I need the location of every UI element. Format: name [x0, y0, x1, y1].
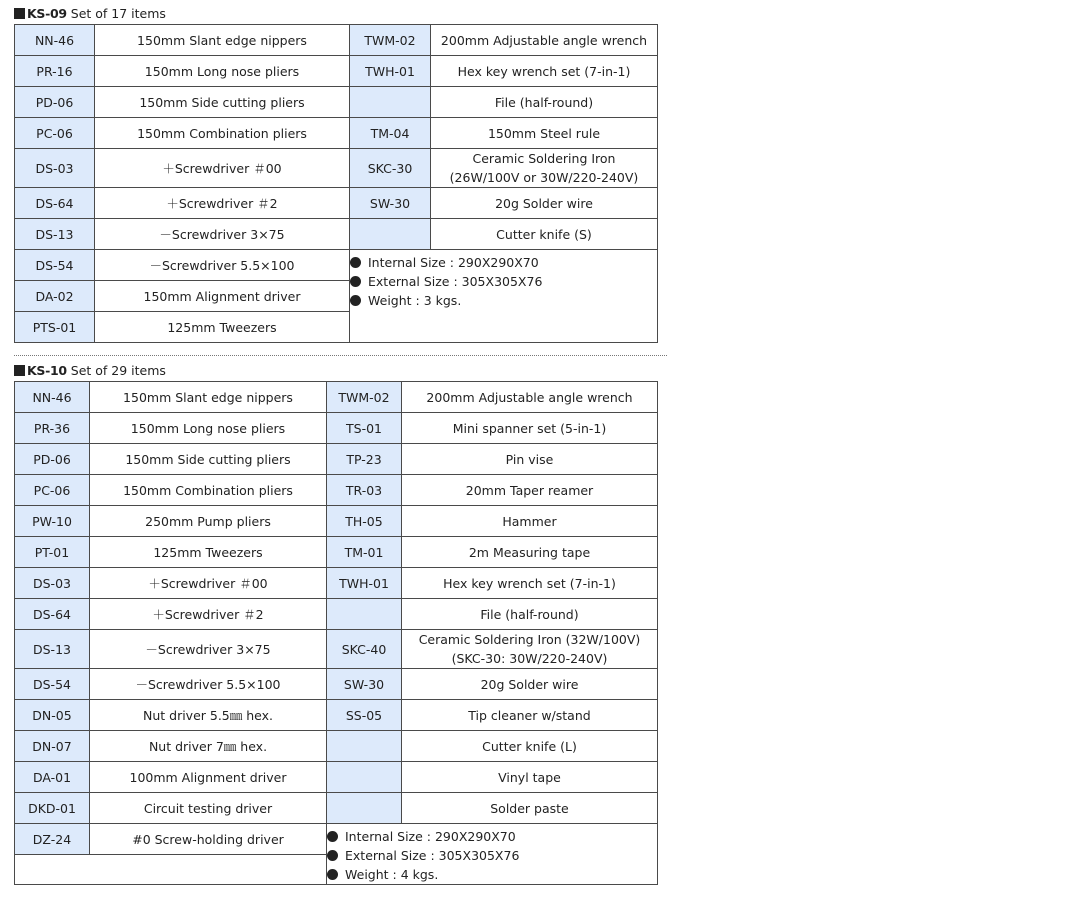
item-code: DS-13 — [15, 219, 95, 250]
item-code: PD-06 — [15, 444, 90, 475]
item-name: Cutter knife (S) — [431, 219, 658, 250]
bullet-icon — [350, 257, 361, 268]
item-name: 150mm Slant edge nippers — [90, 382, 327, 413]
kit-code: KS-10 — [27, 363, 67, 378]
item-name: Solder paste — [402, 793, 658, 824]
item-name: 150mm Side cutting pliers — [95, 87, 350, 118]
spec-weight: Weight : 3 kgs. — [350, 291, 657, 310]
item-name: 150mm Steel rule — [431, 118, 658, 149]
item-code: TM-01 — [327, 537, 402, 568]
item-code — [327, 599, 402, 630]
item-code: PTS-01 — [15, 312, 95, 343]
empty-cell — [15, 855, 327, 885]
section-divider — [14, 355, 667, 356]
table-row — [15, 824, 658, 855]
table-row — [15, 568, 658, 599]
item-code: NN-46 — [15, 25, 95, 56]
item-name: File (half-round) — [402, 599, 658, 630]
table-row — [15, 762, 658, 793]
item-name: 150mm Long nose pliers — [90, 413, 327, 444]
item-name: 250mm Pump pliers — [90, 506, 327, 537]
table-row — [15, 118, 658, 149]
item-code: TM-04 — [350, 118, 431, 149]
kit-table-ks09 — [14, 24, 658, 343]
bullet-icon — [327, 850, 338, 861]
item-name: #0 Screw-holding driver — [90, 824, 327, 855]
item-name: －Screwdriver 3×75 — [90, 630, 327, 669]
item-code: SS-05 — [327, 700, 402, 731]
kit-heading-ks10 — [14, 363, 166, 379]
table-row — [15, 793, 658, 824]
item-code: TWH-01 — [327, 568, 402, 599]
item-name: 150mm Long nose pliers — [95, 56, 350, 87]
item-code: NN-46 — [15, 382, 90, 413]
item-code — [327, 731, 402, 762]
item-name: Cutter knife (L) — [402, 731, 658, 762]
item-name: Nut driver 5.5㎜ hex. — [90, 700, 327, 731]
square-bullet-icon — [14, 365, 25, 376]
table-row — [15, 382, 658, 413]
item-name: 20g Solder wire — [431, 188, 658, 219]
table-row — [15, 669, 658, 700]
item-code: TP-23 — [327, 444, 402, 475]
item-name: Pin vise — [402, 444, 658, 475]
item-name: ＋Screwdriver ＃00 — [95, 149, 350, 188]
item-name: Hex key wrench set (7-in-1) — [402, 568, 658, 599]
kit-table-ks10 — [14, 381, 658, 885]
item-name: ＋Screwdriver ＃2 — [90, 599, 327, 630]
item-code: TR-03 — [327, 475, 402, 506]
item-name: Hammer — [402, 506, 658, 537]
item-code: DS-03 — [15, 149, 95, 188]
item-code: DA-01 — [15, 762, 90, 793]
item-name: Hex key wrench set (7-in-1) — [431, 56, 658, 87]
table-row — [15, 506, 658, 537]
kit-code: KS-09 — [27, 6, 67, 21]
item-name: －Screwdriver 5.5×100 — [90, 669, 327, 700]
item-name: Vinyl tape — [402, 762, 658, 793]
table-row — [15, 599, 658, 630]
item-name: －Screwdriver 3×75 — [95, 219, 350, 250]
item-name: 100mm Alignment driver — [90, 762, 327, 793]
spec-box — [327, 824, 658, 885]
kit-set-label: Set of 17 items — [70, 6, 166, 21]
spec-weight: Weight : 4 kgs. — [327, 865, 657, 884]
item-code: SKC-30 — [350, 149, 431, 188]
item-name: 150mm Combination pliers — [95, 118, 350, 149]
item-code: TWH-01 — [350, 56, 431, 87]
table-row — [15, 630, 658, 669]
table-row — [15, 56, 658, 87]
item-code: DKD-01 — [15, 793, 90, 824]
item-name: ＋Screwdriver ＃2 — [95, 188, 350, 219]
table-row — [15, 413, 658, 444]
item-name: －Screwdriver 5.5×100 — [95, 250, 350, 281]
item-name: ＋Screwdriver ＃00 — [90, 568, 327, 599]
item-code: DS-13 — [15, 630, 90, 669]
item-name: 125mm Tweezers — [90, 537, 327, 568]
table-row — [15, 700, 658, 731]
item-name: 150mm Side cutting pliers — [90, 444, 327, 475]
item-code: PC-06 — [15, 475, 90, 506]
spec-box — [350, 250, 658, 343]
item-code: DS-03 — [15, 568, 90, 599]
item-code: TH-05 — [327, 506, 402, 537]
item-code: DN-05 — [15, 700, 90, 731]
item-name: Tip cleaner w/stand — [402, 700, 658, 731]
item-code: DS-54 — [15, 669, 90, 700]
bullet-icon — [350, 276, 361, 287]
item-name: Mini spanner set (5-in-1) — [402, 413, 658, 444]
item-code: PT-01 — [15, 537, 90, 568]
square-bullet-icon — [14, 8, 25, 19]
kit-set-label: Set of 29 items — [70, 363, 166, 378]
item-name — [431, 149, 658, 188]
item-name: 200mm Adjustable angle wrench — [402, 382, 658, 413]
table-row — [15, 731, 658, 762]
item-name-line1: Ceramic Soldering Iron (32W/100V) — [418, 632, 641, 647]
item-code: PW-10 — [15, 506, 90, 537]
table-row — [15, 475, 658, 506]
item-name: 20g Solder wire — [402, 669, 658, 700]
table-row — [15, 537, 658, 568]
spec-external-size: External Size : 305X305X76 — [350, 272, 657, 291]
item-code: TWM-02 — [350, 25, 431, 56]
item-name-line2: (26W/100V or 30W/220-240V) — [449, 170, 639, 185]
item-code: TS-01 — [327, 413, 402, 444]
item-name: 125mm Tweezers — [95, 312, 350, 343]
item-code: PD-06 — [15, 87, 95, 118]
table-row — [15, 250, 658, 281]
item-code: PR-36 — [15, 413, 90, 444]
item-code — [350, 87, 431, 118]
item-code: SW-30 — [327, 669, 402, 700]
item-name: 150mm Combination pliers — [90, 475, 327, 506]
item-name-line2: (SKC-30: 30W/220-240V) — [451, 651, 608, 666]
item-name: 200mm Adjustable angle wrench — [431, 25, 658, 56]
item-code — [327, 793, 402, 824]
table-row — [15, 87, 658, 118]
table-row — [15, 219, 658, 250]
item-name: File (half-round) — [431, 87, 658, 118]
item-name: 150mm Alignment driver — [95, 281, 350, 312]
item-code: DA-02 — [15, 281, 95, 312]
item-name: 20mm Taper reamer — [402, 475, 658, 506]
item-code: PC-06 — [15, 118, 95, 149]
item-code — [327, 762, 402, 793]
bullet-icon — [327, 869, 338, 880]
kit-heading-ks09 — [14, 6, 166, 22]
item-code: DS-64 — [15, 188, 95, 219]
item-name — [402, 630, 658, 669]
item-code: DN-07 — [15, 731, 90, 762]
table-row — [15, 149, 658, 188]
item-code — [350, 219, 431, 250]
spec-internal-size: Internal Size : 290X290X70 — [350, 253, 657, 272]
bullet-icon — [350, 295, 361, 306]
item-code: TWM-02 — [327, 382, 402, 413]
item-code: DS-64 — [15, 599, 90, 630]
item-name: Circuit testing driver — [90, 793, 327, 824]
table-row — [15, 444, 658, 475]
item-code: DS-54 — [15, 250, 95, 281]
bullet-icon — [327, 831, 338, 842]
item-name: 2m Measuring tape — [402, 537, 658, 568]
item-code: DZ-24 — [15, 824, 90, 855]
item-name: Nut driver 7㎜ hex. — [90, 731, 327, 762]
spec-internal-size: Internal Size : 290X290X70 — [327, 827, 657, 846]
item-name: 150mm Slant edge nippers — [95, 25, 350, 56]
table-row — [15, 25, 658, 56]
item-code: PR-16 — [15, 56, 95, 87]
item-code: SKC-40 — [327, 630, 402, 669]
item-code: SW-30 — [350, 188, 431, 219]
table-row — [15, 188, 658, 219]
item-name-line1: Ceramic Soldering Iron — [472, 151, 616, 166]
spec-external-size: External Size : 305X305X76 — [327, 846, 657, 865]
